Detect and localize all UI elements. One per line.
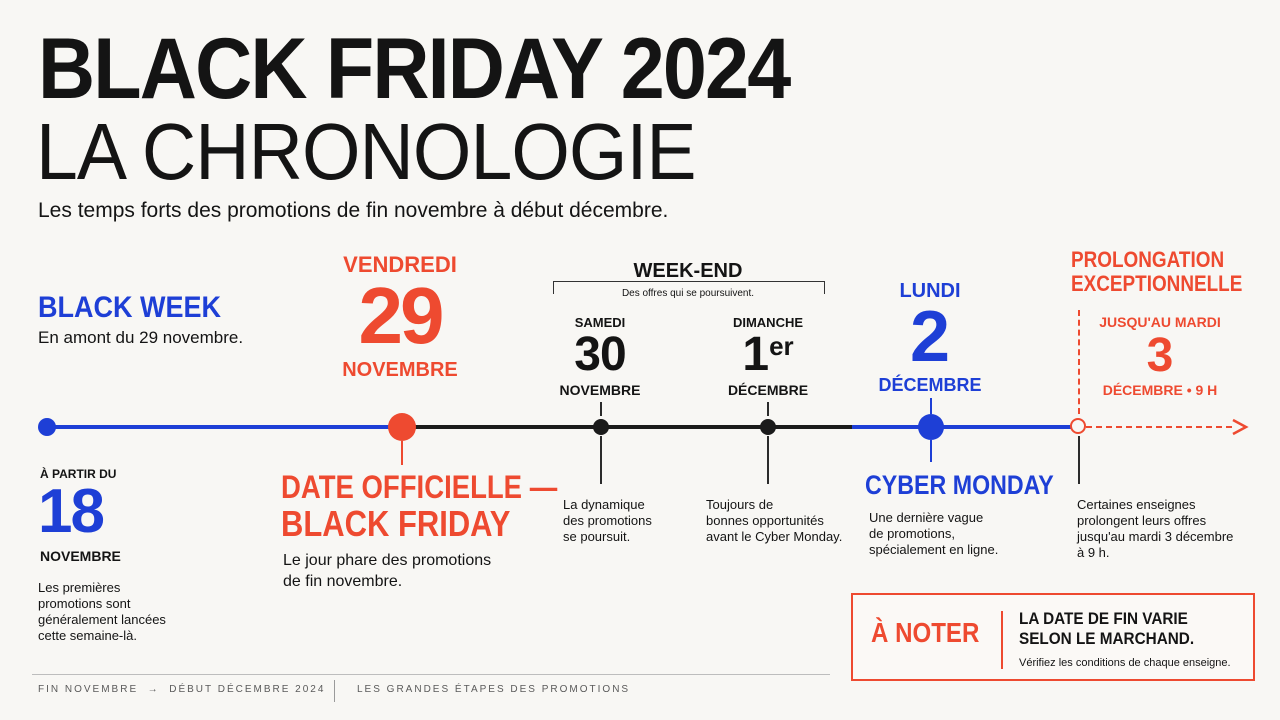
sunday-day: 1 (742, 328, 770, 381)
extension-suffix: DÉCEMBRE • 9 H (1102, 382, 1218, 398)
friday-desc: Le jour phare des promotions de fin novembre. (283, 552, 492, 590)
monday-weekday: LUNDI (899, 280, 961, 302)
start-month: NOVEMBRE (40, 548, 121, 564)
page-lede: Les temps forts des promotions de fin novembre à début décembre. (38, 199, 669, 222)
timeline-dot-monday (918, 414, 944, 440)
friday-title-line1: DATE OFFICIELLE — (281, 469, 558, 505)
tick-dimanche-bottom (767, 436, 769, 484)
note-label: À NOTER (871, 617, 980, 648)
footer-divider (334, 680, 335, 702)
timeline-arrow-icon (1230, 418, 1250, 436)
tick-lundi-top (930, 398, 932, 414)
timeline-segment-blue-2 (852, 425, 1078, 429)
saturday-desc: La dynamique des promotions se poursuit. (563, 497, 652, 544)
sunday-desc: Toujours de bonnes opportunités avant le Cyber Monday. (706, 497, 843, 544)
extension-prefix: JUSQU'AU MARDI (1099, 314, 1221, 330)
friday-day: 29 (358, 271, 442, 360)
footer-left: FIN NOVEMBRE → DÉBUT DÉCEMBRE 2024 (38, 684, 326, 695)
extension-title-line2: EXCEPTIONNELLE (1071, 271, 1243, 296)
timeline-dot-dimanche (760, 419, 776, 435)
sunday-weekday: DIMANCHE (732, 315, 804, 330)
friday-weekday: VENDREDI (343, 252, 457, 277)
extension-desc: Certaines enseignes prolongent leurs offres jusqu'au mardi 3 décembre à 9 h. (1077, 497, 1234, 560)
black-week-title: BLACK WEEK (38, 291, 221, 324)
page-subtitle: LA CHRONOLOGIE (36, 107, 696, 196)
timeline-segment-blue (47, 425, 402, 429)
tick-extension-top (1078, 310, 1080, 414)
friday-month: NOVEMBRE (342, 359, 458, 381)
extension-day: 3 (1146, 329, 1174, 382)
note-box (851, 593, 1255, 681)
timeline-dot-start (38, 418, 56, 436)
timeline-segment-dark (402, 425, 852, 429)
timeline-dot-friday (388, 413, 416, 441)
note-detail: Vérifiez les conditions de chaque enseigne. (1019, 657, 1231, 669)
note-line1: LA DATE DE FIN VARIE (1019, 609, 1188, 628)
start-day: 18 (38, 477, 103, 546)
tick-dimanche-top (767, 402, 769, 416)
start-desc: Les premières promotions sont généralement lancées cette semaine-là. (38, 580, 166, 643)
timeline-dot-samedi (593, 419, 609, 435)
sunday-month: DÉCEMBRE (727, 382, 809, 398)
extension-title-line1: PROLONGATION (1071, 247, 1225, 272)
friday-title-line2: BLACK FRIDAY (281, 503, 511, 544)
saturday-weekday: SAMEDI (574, 315, 626, 330)
note-line2: SELON LE MARCHAND. (1019, 629, 1195, 648)
weekend-subtitle: Des offres qui se poursuivent. (621, 288, 755, 299)
tick-lundi-bottom (930, 440, 932, 462)
saturday-month: NOVEMBRE (559, 382, 641, 398)
page-title: BLACK FRIDAY 2024 (38, 21, 790, 117)
footer-right: LES GRANDES ÉTAPES DES PROMOTIONS (357, 684, 631, 695)
sunday-day-suffix: er (769, 331, 794, 361)
monday-desc: Une dernière vague de promotions, spécialement en ligne. (869, 510, 999, 557)
timeline-dot-extension (1070, 418, 1086, 434)
black-week-desc: En amont du 29 novembre. (38, 328, 244, 347)
monday-title: CYBER MONDAY (865, 470, 1054, 500)
tick-samedi-top (600, 402, 602, 416)
monday-month: DÉCEMBRE (878, 375, 982, 395)
footer-rule (32, 674, 830, 675)
tick-friday-bottom (401, 441, 403, 465)
monday-day: 2 (909, 297, 951, 377)
timeline-segment-dashed (1086, 426, 1232, 428)
weekend-title: WEEK-END (588, 260, 788, 282)
start-prefix: À PARTIR DU (40, 467, 117, 481)
saturday-day: 30 (574, 328, 626, 381)
note-divider (1001, 611, 1003, 669)
